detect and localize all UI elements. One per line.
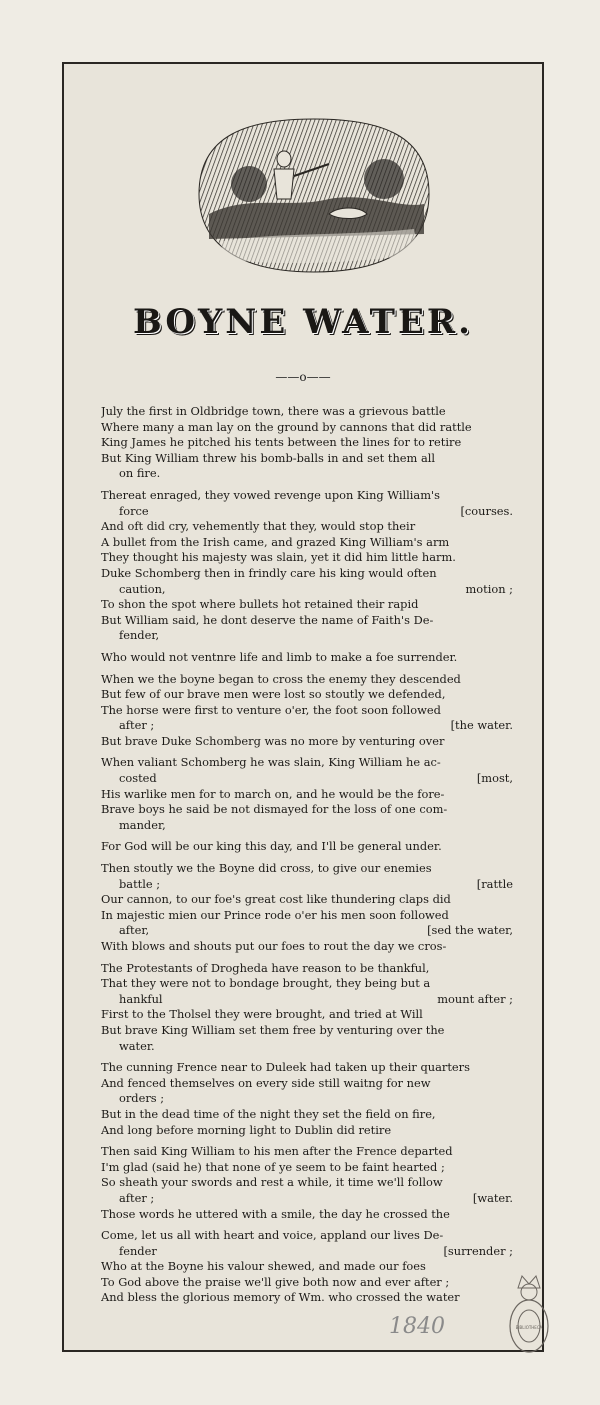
broadside-sheet bbox=[62, 62, 544, 1352]
verse-line bbox=[101, 566, 513, 582]
verse-line bbox=[101, 877, 513, 893]
verse-line bbox=[101, 488, 513, 504]
verse-line bbox=[101, 1123, 513, 1139]
verse-line bbox=[101, 839, 513, 855]
verse-line-text: They thought his majesty was slain, yet it did him little harm. bbox=[101, 550, 456, 565]
verse-line bbox=[101, 892, 513, 908]
verse-line bbox=[101, 861, 513, 877]
verse-line bbox=[101, 1160, 513, 1176]
verse-line bbox=[101, 961, 513, 977]
verse-line bbox=[101, 650, 513, 666]
verse-line bbox=[101, 1023, 513, 1039]
verse-line bbox=[101, 939, 513, 955]
verse-line-text: after, bbox=[119, 923, 150, 938]
verse-line-text: Come, let us all with heart and voice, appland our lives De- bbox=[101, 1228, 444, 1243]
verse-line-text: mander, bbox=[119, 817, 166, 832]
verse-line-text: So sheath your swords and rest a while, it time we'll follow bbox=[101, 1175, 443, 1190]
verse-line-text: I'm glad (said he) that none of ye seem to be faint hearted ; bbox=[101, 1159, 445, 1174]
verse-line bbox=[101, 519, 513, 535]
verse-line bbox=[101, 771, 513, 787]
verse-line bbox=[101, 1259, 513, 1275]
verse-line bbox=[101, 597, 513, 613]
verse-line-text: But brave Duke Schomberg was no more by venturing over bbox=[101, 733, 445, 748]
verse-line-text: hankful bbox=[119, 991, 163, 1006]
title-divider: ——o—— bbox=[275, 370, 331, 384]
verse-line-text: caution, bbox=[119, 581, 166, 596]
verse-line-text: fender, bbox=[119, 628, 160, 643]
pencil-date: 1840 bbox=[389, 1314, 445, 1339]
verse-line-text: And long before morning light to Dublin did retire bbox=[101, 1122, 392, 1137]
verse-line-text: Brave boys he said be not dismayed for the loss of one com- bbox=[101, 802, 448, 817]
verse-line bbox=[101, 755, 513, 771]
verse-line-text: July the first in Oldbridge town, there was a grievous battle bbox=[101, 404, 446, 418]
verse-line bbox=[101, 923, 513, 939]
verse-line-text: Where many a man lay on the ground by cannons that did rattle bbox=[101, 419, 472, 434]
verse-line-text: The Protestants of Drogheda have reason to be thankful, bbox=[101, 960, 430, 975]
verse-line bbox=[101, 802, 513, 818]
verse-line bbox=[101, 1275, 513, 1291]
verse-line-runover: [sed the water, bbox=[427, 923, 513, 938]
verse-line-text: Then stoutly we the Boyne did cross, to give our enemies bbox=[101, 861, 432, 876]
verse-line bbox=[101, 420, 513, 436]
stanza bbox=[101, 672, 513, 750]
verse-line-text: A bullet from the Irish came, and grazed King William's arm bbox=[101, 534, 450, 549]
verse-line-text: Then said King William to his men after the Frence departed bbox=[101, 1144, 453, 1159]
verse-line-text: costed bbox=[119, 771, 157, 786]
verse-line bbox=[101, 908, 513, 924]
stanza bbox=[101, 755, 513, 833]
verse-line-runover: [courses. bbox=[460, 503, 513, 518]
verse-line bbox=[101, 1191, 513, 1207]
verse-line-text: To God above the praise we'll give both now and ever after ; bbox=[101, 1274, 450, 1289]
verse-line-text: fender bbox=[119, 1243, 157, 1258]
verse-line bbox=[101, 718, 513, 734]
verse-line-text: The horse were first to venture o'er, the foot soon followed bbox=[101, 702, 441, 717]
stanza bbox=[101, 839, 513, 855]
verse-line-text: When we the boyne began to cross the enemy they descended bbox=[101, 671, 461, 686]
verse-line bbox=[101, 535, 513, 551]
verse-line bbox=[101, 734, 513, 750]
verse-line bbox=[101, 992, 513, 1008]
verse-line-text: With blows and shouts put our foes to rout the day we cros- bbox=[101, 939, 447, 953]
ballad-title: BOYNE WATER. bbox=[133, 302, 473, 342]
verse-line-text: And fenced themselves on every side still waitng for new bbox=[101, 1075, 431, 1090]
verse-line-text: When valiant Schomberg he was slain, King William he ac- bbox=[101, 755, 441, 770]
stanza bbox=[101, 650, 513, 666]
verse-line-text: But King William threw his bomb-balls in and set them all bbox=[101, 450, 436, 465]
verse-line bbox=[101, 435, 513, 451]
verse-line-text: And bless the glorious memory of Wm. who crossed the water bbox=[101, 1290, 460, 1305]
verse-line-text: battle ; bbox=[119, 876, 161, 891]
stanza bbox=[101, 1060, 513, 1138]
verse-line bbox=[101, 818, 513, 834]
verse-line-text: force bbox=[119, 503, 149, 518]
verse-line bbox=[101, 1107, 513, 1123]
verse-line bbox=[101, 787, 513, 803]
verse-line-runover: [surrender ; bbox=[443, 1243, 513, 1258]
verse-line-text: after ; bbox=[119, 718, 155, 733]
library-stamp bbox=[508, 1266, 550, 1354]
verse-line-text: His warlike men for to march on, and he would be the fore- bbox=[101, 786, 445, 801]
verse-line bbox=[101, 613, 513, 629]
verse-line-text: In majestic mien our Prince rode o'er his men soon followed bbox=[101, 907, 449, 922]
verse-line bbox=[101, 672, 513, 688]
verse-line bbox=[101, 404, 513, 420]
verse-line-text: But few of our brave men were lost so stoutly we defended, bbox=[101, 687, 446, 702]
verse-line-text: orders ; bbox=[119, 1091, 165, 1106]
verse-line-text: That they were not to bondage brought, they being but a bbox=[101, 976, 431, 991]
verse-line bbox=[101, 1290, 513, 1306]
verse-line bbox=[101, 976, 513, 992]
verse-line-text: But in the dead time of the night they set the field on fire, bbox=[101, 1106, 436, 1121]
verse-line bbox=[101, 550, 513, 566]
verse-line-runover: [rattle bbox=[476, 876, 513, 891]
stanza bbox=[101, 961, 513, 1055]
verse-line-text: Who at the Boyne his valour shewed, and made our foes bbox=[101, 1259, 426, 1274]
stanza bbox=[101, 1228, 513, 1306]
verse-line bbox=[101, 1144, 513, 1160]
verse-line-runover: [the water. bbox=[450, 718, 513, 733]
verse-line-text: To shon the spot where bullets hot retained their rapid bbox=[101, 597, 419, 612]
verse-line-text: First to the Tholsel they were brought, and tried at Will bbox=[101, 1007, 423, 1022]
verse-line bbox=[101, 703, 513, 719]
woodcut-illustration bbox=[189, 114, 439, 274]
verse-line-text: Our cannon, to our foe's great cost like thundering claps did bbox=[101, 892, 451, 907]
verse-line-text: Duke Schomberg then in frindly care his king would often bbox=[101, 565, 437, 580]
verse-line-text: on fire. bbox=[119, 466, 161, 481]
verse-line bbox=[101, 628, 513, 644]
verse-line-text: The cunning Frence near to Duleek had taken up their quarters bbox=[101, 1060, 470, 1075]
verse-line-text: Thereat enraged, they vowed revenge upon King William's bbox=[101, 487, 440, 502]
verse-line-runover: motion ; bbox=[465, 581, 513, 596]
verse-line bbox=[101, 1228, 513, 1244]
stanza bbox=[101, 404, 513, 482]
stamp-text: BIBLIOTHECA bbox=[515, 1325, 543, 1330]
verse-line bbox=[101, 466, 513, 482]
verse-line-text: And oft did cry, vehemently that they, would stop their bbox=[101, 519, 416, 534]
verse-line bbox=[101, 1091, 513, 1107]
stanza bbox=[101, 1144, 513, 1222]
verse-line-runover: mount after ; bbox=[437, 991, 513, 1006]
verse-line-text: For God will be our king this day, and I'll be general under. bbox=[101, 839, 442, 854]
verse-line bbox=[101, 1060, 513, 1076]
verse-line bbox=[101, 582, 513, 598]
verse-line-text: Those words he uttered with a smile, the day he crossed the bbox=[101, 1206, 450, 1221]
verse-line bbox=[101, 687, 513, 703]
verse-line bbox=[101, 451, 513, 467]
verse-line bbox=[101, 504, 513, 520]
verse-line bbox=[101, 1175, 513, 1191]
verse-line bbox=[101, 1076, 513, 1092]
verse-line-text: But William said, he dont deserve the name of Faith's De- bbox=[101, 612, 434, 627]
verse-line-text: But brave King William set them free by venturing over the bbox=[101, 1022, 445, 1037]
verse-line bbox=[101, 1207, 513, 1223]
stanza bbox=[101, 861, 513, 955]
stanza bbox=[101, 488, 513, 644]
verse-line-text: after ; bbox=[119, 1190, 155, 1205]
verse-line-runover: [most, bbox=[476, 771, 513, 786]
verse-line-text: King James he pitched his tents between the lines for to retire bbox=[101, 435, 462, 450]
ballad-text bbox=[101, 404, 513, 1312]
verse-line-text: Who would not ventnre life and limb to make a foe surrender. bbox=[101, 649, 458, 664]
verse-line-text: water. bbox=[119, 1038, 155, 1053]
verse-line bbox=[101, 1007, 513, 1023]
verse-line bbox=[101, 1039, 513, 1055]
verse-line bbox=[101, 1244, 513, 1260]
verse-line-runover: [water. bbox=[472, 1190, 513, 1205]
